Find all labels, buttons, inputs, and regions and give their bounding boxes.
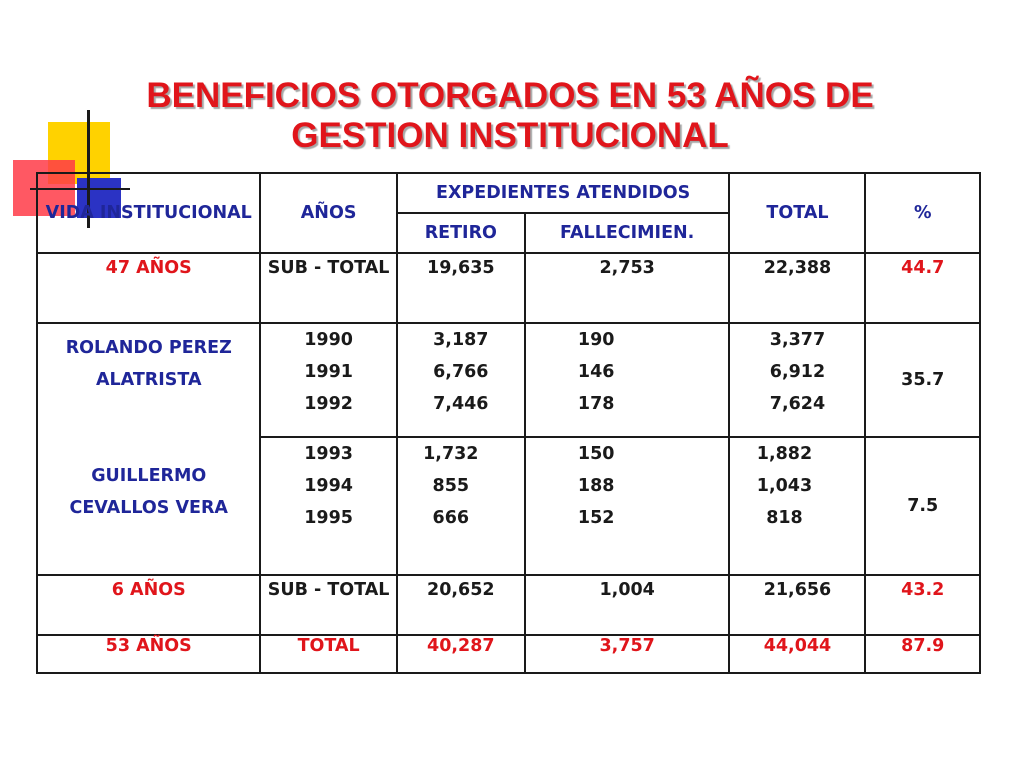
president-2-line-2: CEVALLOS VERA xyxy=(69,498,228,518)
year: 1994 xyxy=(304,476,353,496)
fallecimien-value: 178 xyxy=(577,394,615,414)
header-anos: AÑOS xyxy=(260,173,396,253)
fallecimien-value: 152 xyxy=(577,508,615,528)
cell-fallecimien: 1,004 xyxy=(525,575,730,635)
cell-total: 22,388 xyxy=(729,253,865,323)
header-expedientes-atendidos: EXPEDIENTES ATENDIDOS xyxy=(397,173,730,213)
total-value: 6,912 xyxy=(769,362,826,382)
cell-total xyxy=(729,323,865,437)
retiro-value: 666 xyxy=(432,508,470,528)
cell-total: 21,656 xyxy=(729,575,865,635)
cell-percent: 7.5 xyxy=(865,437,980,575)
retiro-value: 855 xyxy=(432,476,470,496)
total-value: 3,377 xyxy=(769,330,826,350)
benefits-table xyxy=(36,172,981,674)
cell-anos: SUB - TOTAL xyxy=(260,575,396,635)
fallecimien-value: 146 xyxy=(577,362,615,382)
cell-total xyxy=(729,437,865,575)
year: 1993 xyxy=(304,444,353,464)
header-total: TOTAL xyxy=(729,173,865,253)
cell-label: 53 AÑOS xyxy=(37,635,260,673)
title-line-2: GESTION INSTITUCIONAL xyxy=(291,116,729,155)
table-row-perez-alatrista xyxy=(37,323,980,437)
cell-retiro: 19,635 xyxy=(397,253,525,323)
year: 1990 xyxy=(304,330,353,350)
header-row-1 xyxy=(37,173,980,213)
total-value: 1,882 xyxy=(756,444,813,464)
retiro-value: 1,732 xyxy=(423,444,479,464)
header-fallecimien: FALLECIMIEN. xyxy=(525,213,730,253)
year: 1992 xyxy=(304,394,353,414)
cell-fallecimien xyxy=(525,437,730,575)
retiro-value: 3,187 xyxy=(433,330,489,350)
cell-retiro: 40,287 xyxy=(397,635,525,673)
cell-anos: TOTAL xyxy=(260,635,396,673)
cell-label: 47 AÑOS xyxy=(37,253,260,323)
slide-title xyxy=(60,76,960,156)
cell-total: 44,044 xyxy=(729,635,865,673)
header-retiro: RETIRO xyxy=(397,213,525,253)
cell-years xyxy=(260,437,396,575)
cell-retiro xyxy=(397,323,525,437)
cell-fallecimien: 3,757 xyxy=(525,635,730,673)
cell-presidents xyxy=(37,323,260,575)
total-value: 818 xyxy=(766,508,803,528)
cell-anos: SUB - TOTAL xyxy=(260,253,396,323)
title-line-1: BENEFICIOS OTORGADOS EN 53 AÑOS DE xyxy=(146,76,874,115)
cell-percent: 87.9 xyxy=(865,635,980,673)
cell-retiro: 20,652 xyxy=(397,575,525,635)
year: 1995 xyxy=(304,508,353,528)
cell-retiro xyxy=(397,437,525,575)
cell-percent: 43.2 xyxy=(865,575,980,635)
president-1-line-1: ROLANDO PEREZ xyxy=(65,338,232,358)
cell-percent: 44.7 xyxy=(865,253,980,323)
cell-percent: 35.7 xyxy=(865,323,980,437)
table-row-47-anos xyxy=(37,253,980,323)
year: 1991 xyxy=(304,362,353,382)
fallecimien-value: 190 xyxy=(577,330,615,350)
total-value: 1,043 xyxy=(756,476,813,496)
cell-fallecimien: 2,753 xyxy=(525,253,730,323)
table-row-6-anos xyxy=(37,575,980,635)
retiro-value: 7,446 xyxy=(433,394,489,414)
retiro-value: 6,766 xyxy=(433,362,489,382)
header-percent: % xyxy=(865,173,980,253)
table-row-53-anos xyxy=(37,635,980,673)
president-1-line-2: ALATRISTA xyxy=(95,370,202,390)
cell-years xyxy=(260,323,396,437)
header-vida-institucional: VIDA INSTITUCIONAL xyxy=(37,173,260,253)
fallecimien-value: 188 xyxy=(577,476,615,496)
cell-label: 6 AÑOS xyxy=(37,575,260,635)
cell-fallecimien xyxy=(525,323,730,437)
fallecimien-value: 150 xyxy=(577,444,615,464)
president-2-line-1: GUILLERMO xyxy=(91,466,207,486)
total-value: 7,624 xyxy=(769,394,826,414)
